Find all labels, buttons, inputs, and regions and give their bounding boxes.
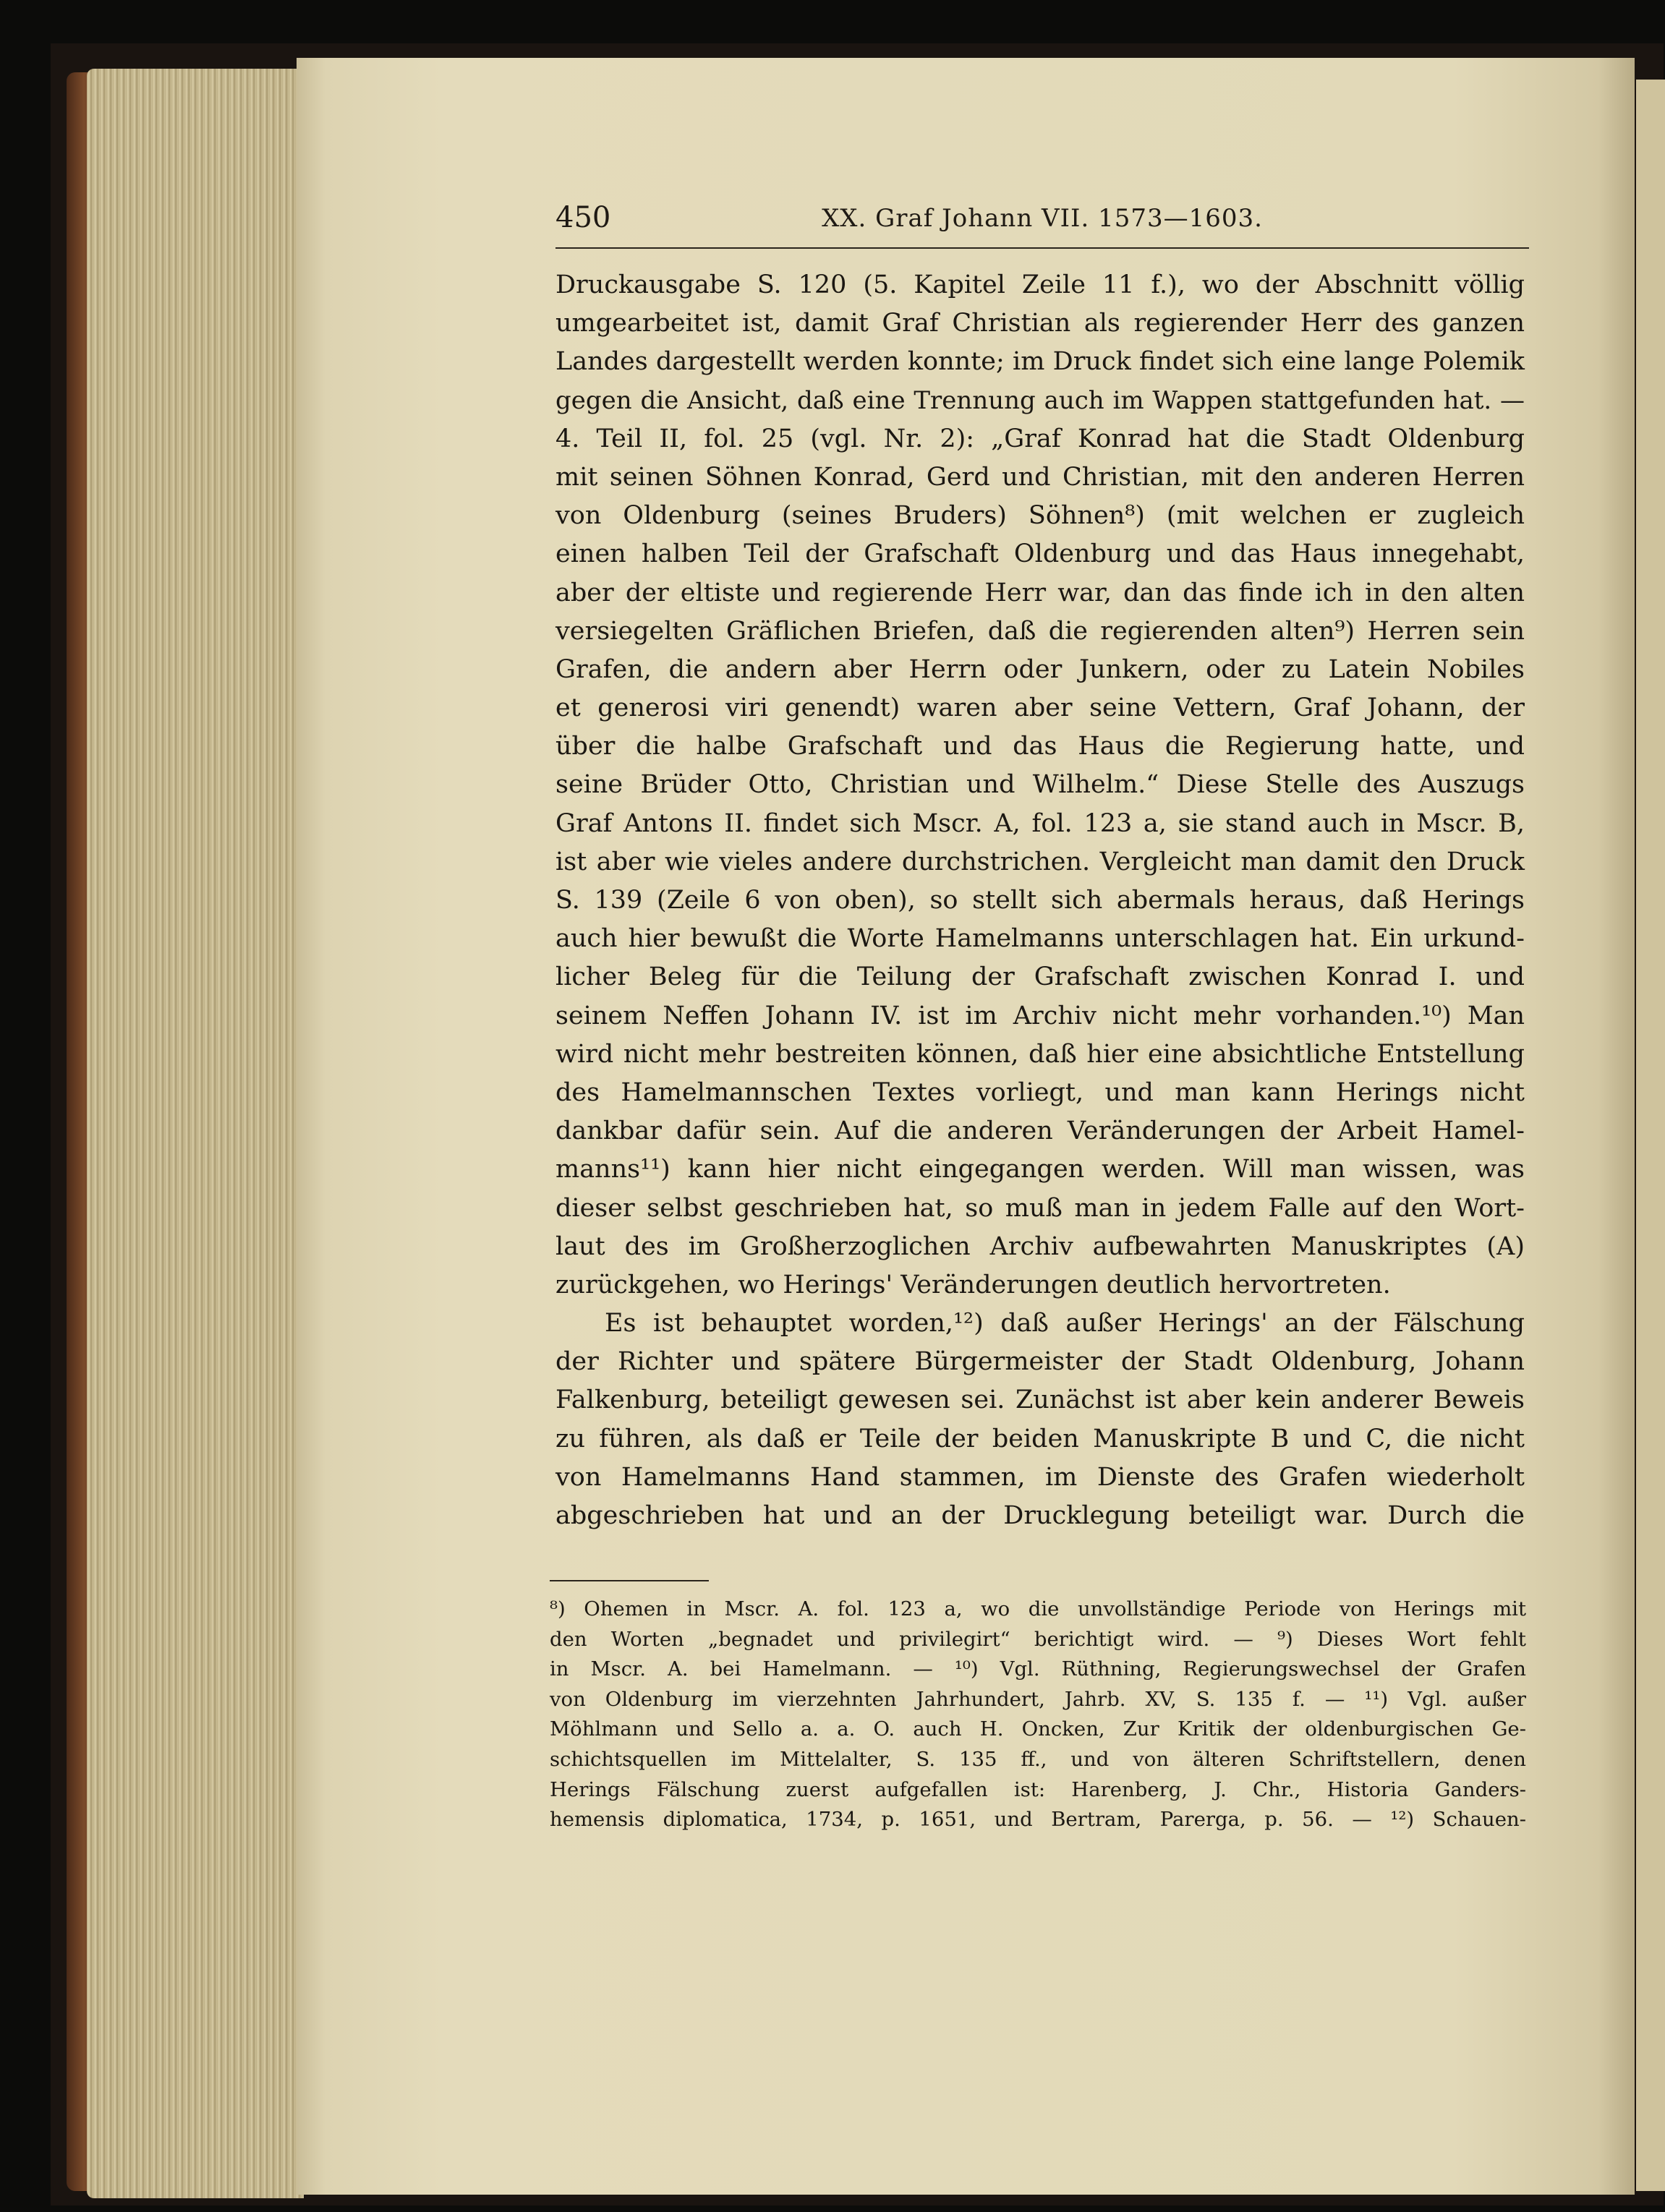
text-line: auch hier bewußt die Worte Hamelmanns unterschlagen hat. Ein urkund- <box>555 924 1525 954</box>
text-line: S. 139 (Zeile 6 von oben), so stellt sich abermals heraus, daß Herings <box>555 886 1525 915</box>
text-line: ist aber wie vieles andere durchstrichen. Vergleicht man damit den Druck <box>555 847 1525 876</box>
text-line: et generosi viri genendt) waren aber seine Vettern, Graf Johann, der <box>555 693 1525 723</box>
text-line: aber der eltiste und regierende Herr war, dan das finde ich in den alten <box>555 578 1525 607</box>
text-line: abgeschrieben hat und an der Drucklegung beteiligt war. Durch die <box>555 1501 1525 1530</box>
text-line: mit seinen Söhnen Konrad, Gerd und Christian, mit den anderen Herren <box>555 462 1525 492</box>
text-line: wird nicht mehr bestreiten können, daß hier eine absichtliche Entstellung <box>555 1039 1525 1069</box>
text-line: versiegelten Gräflichen Briefen, daß die regierenden alten⁹) Herren sein <box>555 616 1525 646</box>
text-line: Landes dargestellt werden konnte; im Druck findet sich eine lange Polemik <box>555 347 1525 377</box>
text-line: laut des im Großherzoglichen Archiv aufbewahrten Manuskriptes (A) <box>555 1231 1525 1261</box>
text-line: von Oldenburg (seines Bruders) Söhnen⁸) (mit welchen er zugleich <box>555 501 1525 531</box>
text-line: Grafen, die andern aber Herrn oder Junkern, oder zu Latein Nobiles <box>555 654 1525 684</box>
footnote-line: ⁸) Ohemen in Mscr. A. fol. 123 a, wo die unvollständige Periode von Herings mit <box>550 1597 1526 1620</box>
paragraph-last-line: zurückgehen, wo Herings' Veränderungen deutlich hervortreten. <box>555 1270 1391 1299</box>
text-line: Graf Antons II. findet sich Mscr. A, fol. 123 a, sie stand auch in Mscr. B, <box>555 808 1525 838</box>
paragraph-first-line: Es ist behauptet worden,¹²) daß außer Herings' an der Fälschung <box>605 1309 1525 1338</box>
text-line: der Richter und spätere Bürgermeister der Stadt Oldenburg, Johann <box>555 1347 1525 1377</box>
text-line: einen halben Teil der Grafschaft Oldenburg und das Haus innegehabt, <box>555 539 1525 569</box>
text-line: von Hamelmanns Hand stammen, im Dienste des Grafen wiederholt <box>555 1462 1525 1492</box>
text-line: umgearbeitet ist, damit Graf Christian als regierender Herr des ganzen <box>555 309 1525 338</box>
footnote-line: Möhlmann und Sello a. a. O. auch H. Oncken, Zur Kritik der oldenburgischen Ge- <box>550 1717 1526 1741</box>
footnote-line: schichtsquellen im Mittelalter, S. 135 ff., und von älteren Schriftstellern, denen <box>550 1747 1526 1771</box>
text-line: gegen die Ansicht, daß eine Trennung auch im Wappen stattgefunden hat. — <box>555 385 1525 415</box>
main-text <box>555 266 1525 1535</box>
text-line: 4. Teil II, fol. 25 (vgl. Nr. 2): „Graf Konrad hat die Stadt Oldenburg <box>555 424 1525 453</box>
text-line: seinem Neffen Johann IV. ist im Archiv nicht mehr vorhanden.¹⁰) Man <box>555 1001 1525 1030</box>
footnote-line: von Oldenburg im vierzehnten Jahrhundert, Jahrb. XV, S. 135 f. — ¹¹) Vgl. außer <box>550 1687 1526 1711</box>
footnote-line: den Worten „begnadet und privilegirt“ berichtigt wird. — ⁹) Dieses Wort fehlt <box>550 1627 1526 1651</box>
footnote-line: in Mscr. A. bei Hamelmann. — ¹⁰) Vgl. Rüthning, Regierungswechsel der Grafen <box>550 1657 1526 1681</box>
text-line: zu führen, als daß er Teile der beiden Manuskripte B und C, die nicht <box>555 1424 1525 1453</box>
text-line: dieser selbst geschrieben hat, so muß man in jedem Falle auf den Wort- <box>555 1193 1525 1223</box>
footnote-line: Herings Fälschung zuerst aufgefallen ist: Harenberg, J. Chr., Historia Ganders- <box>550 1777 1526 1801</box>
page-number: 450 <box>555 201 611 234</box>
footnotes <box>550 1594 1526 1835</box>
text-line: licher Beleg für die Teilung der Grafschaft zwischen Konrad I. und <box>555 962 1525 992</box>
footnote-line: hemensis diplomatica, 1734, p. 1651, und Bertram, Parerga, p. 56. — ¹²) Schauen- <box>550 1808 1526 1832</box>
text-line: über die halbe Grafschaft und das Haus die Regierung hatte, und <box>555 732 1525 761</box>
footnote-separator <box>550 1580 709 1581</box>
page-header <box>555 201 1529 249</box>
running-head: XX. Graf Johann VII. 1573—1603. <box>822 204 1263 233</box>
text-line: seine Brüder Otto, Christian und Wilhelm.“ Diese Stelle des Auszugs <box>555 770 1525 800</box>
page-stack-edges <box>87 69 304 2198</box>
text-line: des Hamelmannschen Textes vorliegt, und man kann Herings nicht <box>555 1077 1525 1107</box>
text-line: manns¹¹) kann hier nicht eingegangen werden. Will man wissen, was <box>555 1155 1525 1184</box>
text-line: Druckausgabe S. 120 (5. Kapitel Zeile 11 f.), wo der Abschnitt völlig <box>555 270 1525 299</box>
text-line: dankbar dafür sein. Auf die anderen Veränderungen der Arbeit Hamel- <box>555 1116 1525 1146</box>
text-line: Falkenburg, beteiligt gewesen sei. Zunächst ist aber kein anderer Beweis <box>555 1385 1525 1415</box>
facing-page-edge <box>1636 80 1665 2191</box>
